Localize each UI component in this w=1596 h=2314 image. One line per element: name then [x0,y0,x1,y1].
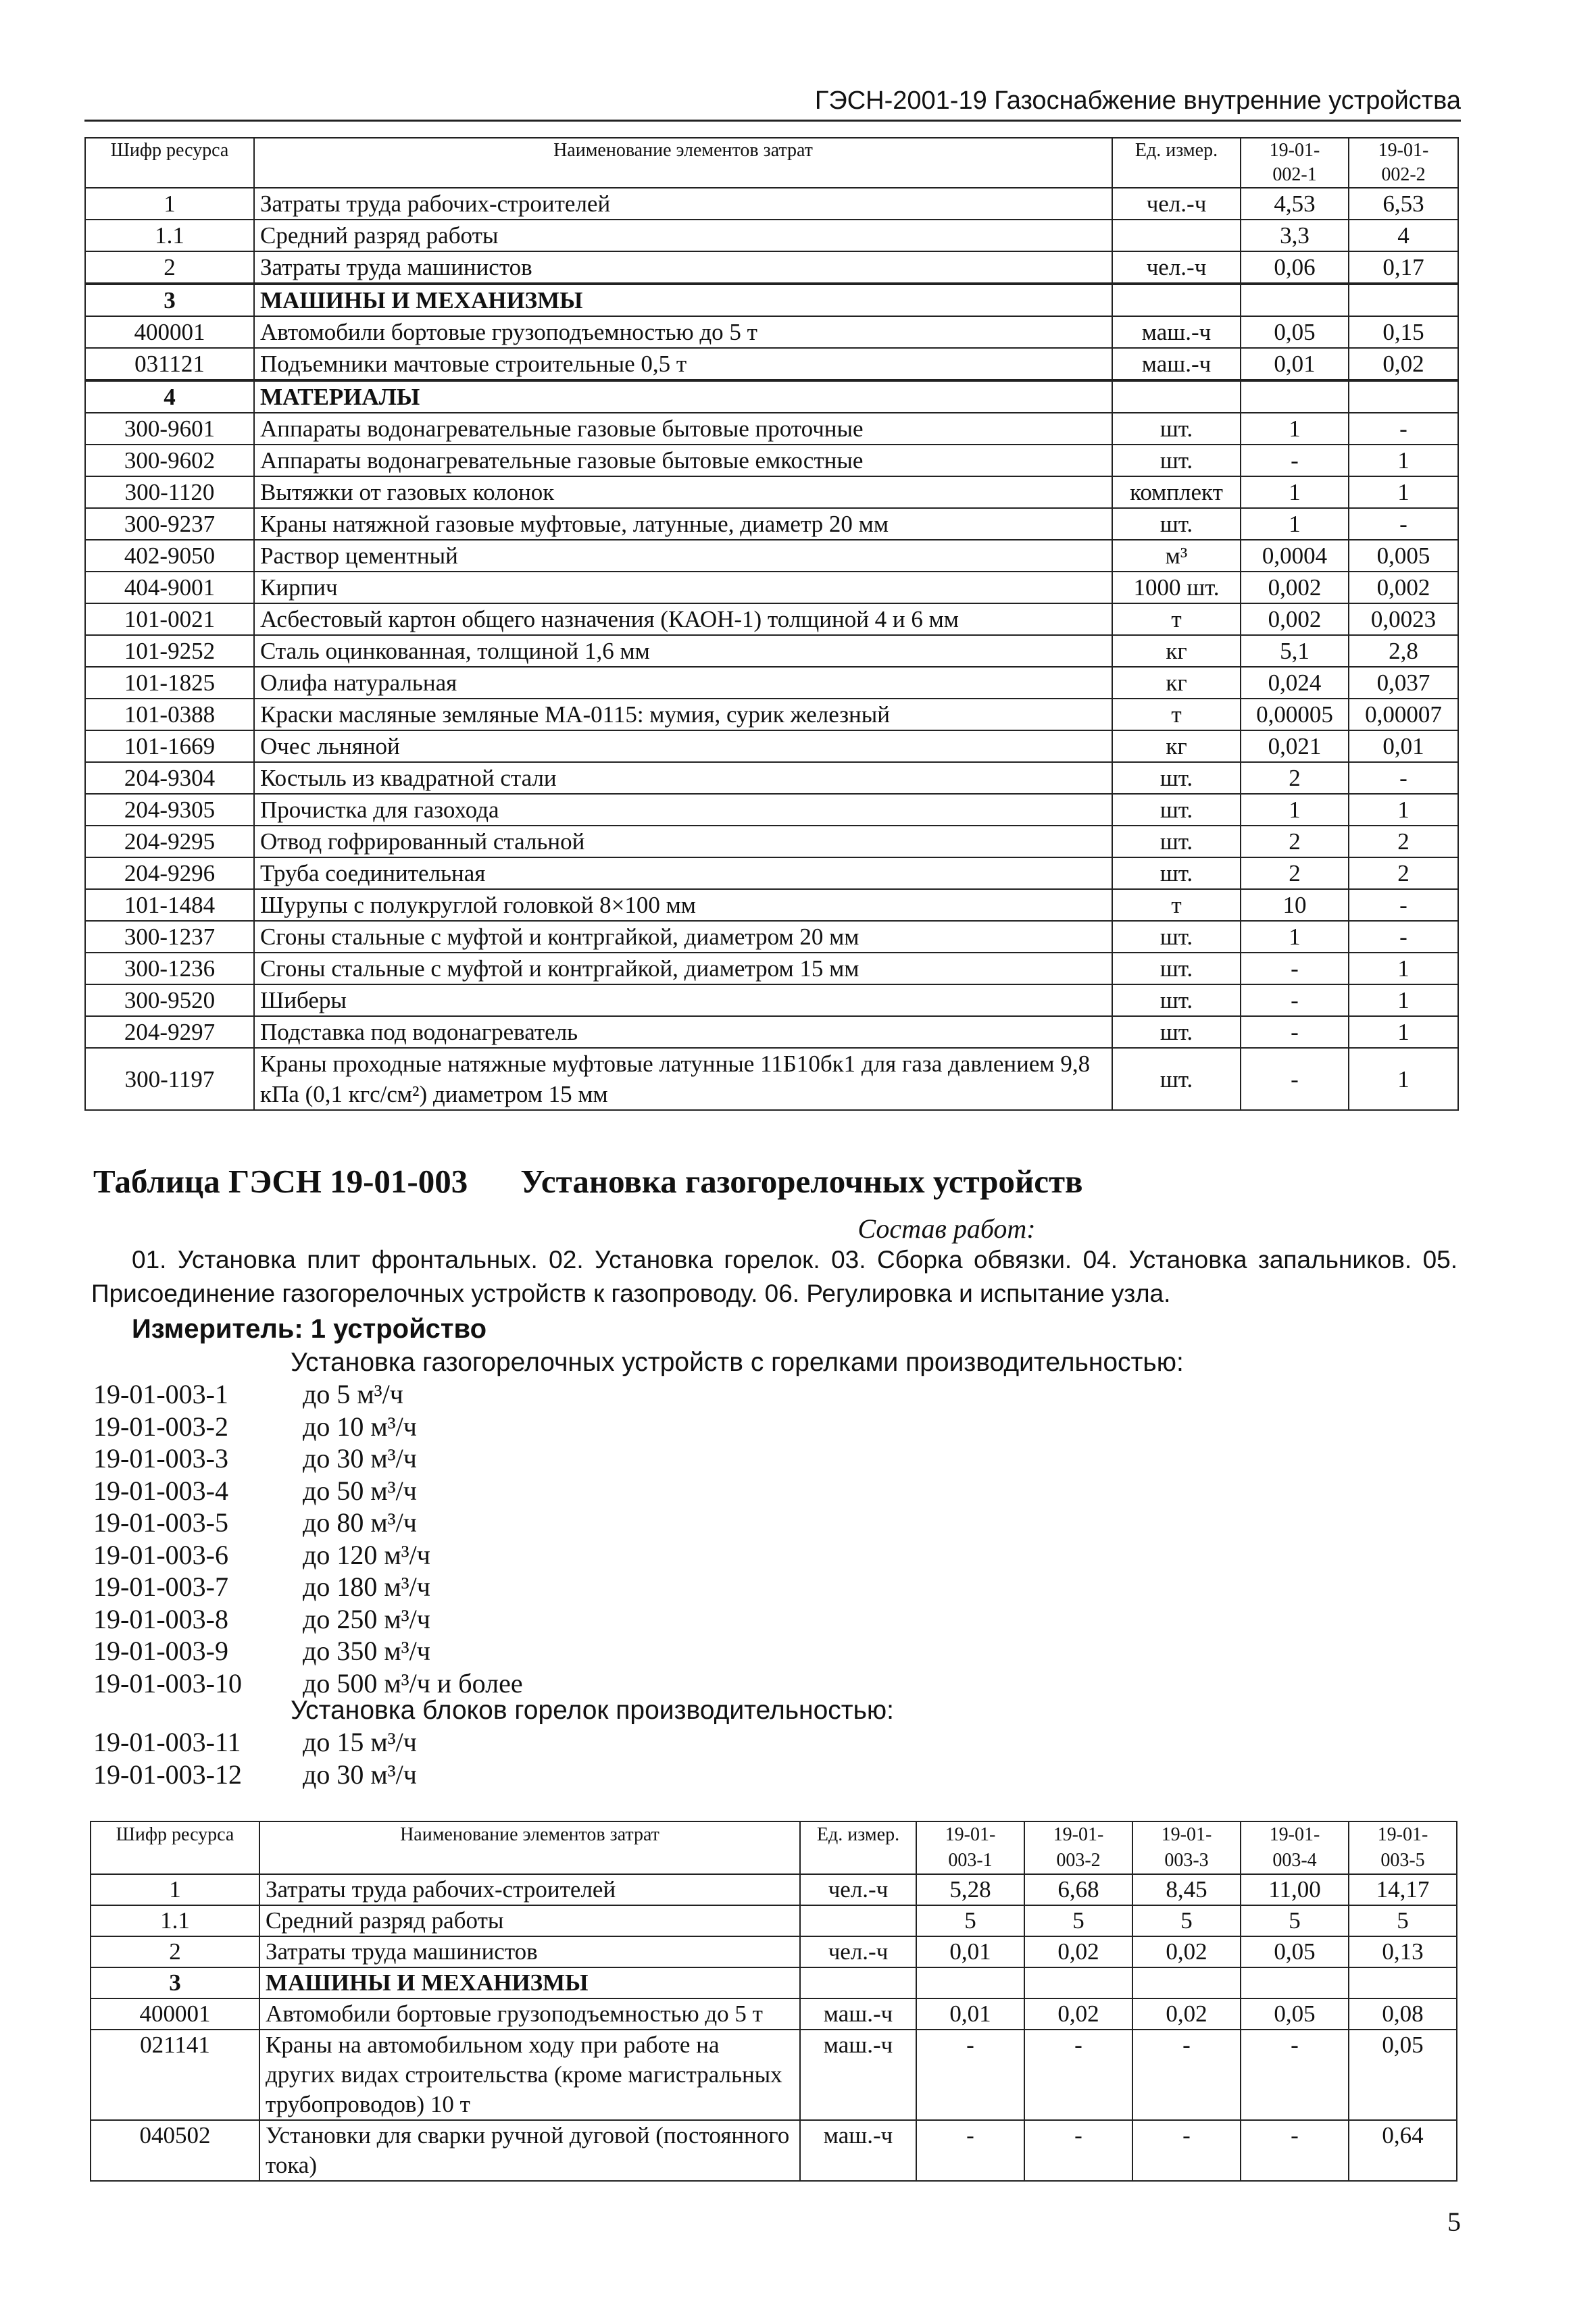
norm-item [93,1635,430,1667]
norm-capacity: до 500 м³/ч и более [303,1667,523,1699]
norm-value [1024,1967,1132,1998]
norm-value-1: - [1241,1048,1349,1110]
norm-value: - [1241,2030,1349,2120]
resource-name: Прочистка для газохода [254,794,1112,826]
norm-capacity: до 15 м³/ч [303,1727,417,1757]
norm-capacity: до 250 м³/ч [303,1603,430,1634]
norm-value-1: - [1241,984,1349,1016]
composition-text: 01. Установка плит фронтальных. 02. Установка горелок. 03. Сборка обвязки. 04. Установка запальников. 05. Присоединение газогорелочных устройств к газопроводу. 06. Регулировка и испытание узла. [91,1246,1457,1307]
norm-value-1: 10 [1241,889,1349,921]
running-header: ГЭСН-2001-19 Газоснабжение внутренние устройства [84,86,1461,122]
table-row [85,953,1458,984]
norm-value-1: 0,00005 [1241,699,1349,730]
resource-code: 300-9237 [85,508,254,540]
table-row [91,1998,1457,2030]
resource-name: Сгоны стальные с муфтой и контргайкой, диаметром 15 мм [254,953,1112,984]
resource-name: Аппараты водонагревательные газовые бытовые проточные [254,413,1112,445]
table-row [85,445,1458,476]
resource-code: 021141 [91,2030,259,2120]
table-row [85,540,1458,572]
unit: шт. [1112,1016,1241,1048]
column-header: 19-01- 003-3 [1132,1821,1241,1874]
resource-name: МАШИНЫ И МЕХАНИЗМЫ [259,1967,800,1998]
norm-value [1349,1967,1457,1998]
resource-code: 300-1237 [85,921,254,953]
unit [1112,284,1241,316]
unit: кг [1112,730,1241,762]
norm-capacity: до 50 м³/ч [303,1475,417,1506]
unit: кг [1112,635,1241,667]
resource-name: Затраты труда машинистов [254,251,1112,284]
resource-name: Краны на автомобильном ходу при работе на других видах строительства (кроме магистральных трубопроводов) 10 т [259,2030,800,2120]
unit: шт. [1112,762,1241,794]
section-row [85,380,1458,413]
column-header: 19-01- 003-4 [1241,1821,1349,1874]
table-row [85,251,1458,284]
unit: чел.-ч [800,1874,916,1905]
table-label: Таблица ГЭСН 19-01-003 [93,1163,468,1200]
norm-value: 0,01 [916,1936,1024,1967]
table-row [85,188,1458,220]
resource-code: 2 [91,1936,259,1967]
table-row [91,1936,1457,1967]
norm-item [93,1759,417,1790]
resource-code: 3 [85,284,254,316]
resource-name: Затраты труда рабочих-строителей [259,1874,800,1905]
table-row [85,699,1458,730]
resource-name: Шиберы [254,984,1112,1016]
resource-code: 101-1484 [85,889,254,921]
norm-value: 0,05 [1241,1936,1349,1967]
norm-item [93,1603,430,1635]
norm-code: 19-01-003-8 [93,1603,228,1634]
table-header-row [91,1821,1457,1874]
table-row [91,2030,1457,2120]
page-number: 5 [1447,2207,1461,2237]
norm-value-1: 1 [1241,476,1349,508]
resource-code: 101-9252 [85,635,254,667]
unit: т [1112,889,1241,921]
norm-item [93,1539,430,1571]
norm-value: 0,05 [1241,1998,1349,2030]
table-row [91,1905,1457,1936]
table-row [85,603,1458,635]
norm-code: 19-01-003-3 [93,1443,228,1474]
norm-capacity: до 80 м³/ч [303,1507,417,1538]
resource-name: Средний разряд работы [259,1905,800,1936]
norm-code: 19-01-003-10 [93,1667,242,1699]
resource-name: Установки для сварки ручной дуговой (постоянного тока) [259,2120,800,2181]
table-row [85,889,1458,921]
column-header: Шифр ресурса [91,1821,259,1874]
norm-value: - [1024,2030,1132,2120]
norm-value [1241,1967,1349,1998]
norm-value-2: 2,8 [1349,635,1458,667]
norm-value-2: 0,005 [1349,540,1458,572]
resource-name: Краны натяжной газовые муфтовые, латунные, диаметр 20 мм [254,508,1112,540]
table-row [85,635,1458,667]
norm-value-1: 0,0004 [1241,540,1349,572]
column-header: 19-01- 003-1 [916,1821,1024,1874]
resource-name: Очес льняной [254,730,1112,762]
norm-value-2: 1 [1349,1016,1458,1048]
unit: маш.-ч [800,2120,916,2181]
resource-code: 1.1 [91,1905,259,1936]
resource-code: 400001 [85,316,254,348]
norm-value-1: 0,01 [1241,348,1349,380]
resource-code: 300-1236 [85,953,254,984]
column-header-norm-2: 19-01- 002-2 [1349,138,1458,188]
norm-value: 6,68 [1024,1874,1132,1905]
resource-name: Кирпич [254,572,1112,603]
table-row [85,762,1458,794]
resource-code: 300-1120 [85,476,254,508]
unit: 1000 шт. [1112,572,1241,603]
unit [1112,220,1241,251]
column-header: Ед. измер. [800,1821,916,1874]
unit: шт. [1112,826,1241,857]
norm-value-2: - [1349,762,1458,794]
table-row [85,413,1458,445]
norm-value: - [916,2030,1024,2120]
unit: шт. [1112,921,1241,953]
resource-code: 101-1669 [85,730,254,762]
resource-code: 1 [91,1874,259,1905]
norm-value-2: 0,01 [1349,730,1458,762]
norm-value: - [1132,2030,1241,2120]
norm-value-2: 0,02 [1349,348,1458,380]
table-row [85,667,1458,699]
column-header-norm-1: 19-01- 002-1 [1241,138,1349,188]
table-row [85,316,1458,348]
norm-value-2 [1349,284,1458,316]
norm-value-2: - [1349,413,1458,445]
resource-name: МАТЕРИАЛЫ [254,380,1112,413]
norm-value: 5 [916,1905,1024,1936]
norm-code: 19-01-003-7 [93,1571,228,1602]
norm-value-1: 0,002 [1241,603,1349,635]
norm-value: 5 [1241,1905,1349,1936]
resource-code: 040502 [91,2120,259,2181]
unit [800,1905,916,1936]
unit: т [1112,603,1241,635]
norm-value-1: 0,05 [1241,316,1349,348]
group2-heading: Установка блоков горелок производительностью: [291,1696,895,1725]
norm-value: 5 [1132,1905,1241,1936]
resource-name: Подставка под водонагреватель [254,1016,1112,1048]
norm-value-2 [1349,380,1458,413]
norm-value-1: 4,53 [1241,188,1349,220]
resource-name: Подъемники мачтовые строительные 0,5 т [254,348,1112,380]
norm-value-2: 1 [1349,794,1458,826]
column-header-name: Наименование элементов затрат [254,138,1112,188]
unit: шт. [1112,445,1241,476]
resource-code: 101-0388 [85,699,254,730]
norm-item [93,1667,523,1699]
resource-name: Сгоны стальные с муфтой и контргайкой, диаметром 20 мм [254,921,1112,953]
column-header: Наименование элементов затрат [259,1821,800,1874]
unit: чел.-ч [1112,188,1241,220]
unit: маш.-ч [1112,348,1241,380]
resource-name: Автомобили бортовые грузоподъемностью до 5 т [259,1998,800,2030]
norm-value-2: 1 [1349,1048,1458,1110]
table-row [85,572,1458,603]
resource-code: 300-9601 [85,413,254,445]
norm-value-2: - [1349,889,1458,921]
norm-value-2: 0,037 [1349,667,1458,699]
table-row [85,826,1458,857]
norm-value-1 [1241,284,1349,316]
norm-value: 8,45 [1132,1874,1241,1905]
table-row [91,2120,1457,2181]
resource-code: 204-9305 [85,794,254,826]
resource-name: Средний разряд работы [254,220,1112,251]
norm-value: - [1024,2120,1132,2181]
unit: маш.-ч [800,1998,916,2030]
norm-value: 0,02 [1132,1936,1241,1967]
unit: кг [1112,667,1241,699]
norm-item [93,1378,403,1410]
unit [1112,380,1241,413]
resource-name: Раствор цементный [254,540,1112,572]
norm-value-2: 0,0023 [1349,603,1458,635]
resource-name: Автомобили бортовые грузоподъемностью до 5 т [254,316,1112,348]
norm-value: 0,02 [1024,1936,1132,1967]
resource-name: Сталь оцинкованная, толщиной 1,6 мм [254,635,1112,667]
norm-value-1: 1 [1241,794,1349,826]
resource-name: Краски масляные земляные МА-0115: мумия, сурик железный [254,699,1112,730]
resource-code: 101-1825 [85,667,254,699]
resource-code: 204-9297 [85,1016,254,1048]
norm-code: 19-01-003-1 [93,1379,228,1409]
table-row [85,220,1458,251]
norm-value-1: 2 [1241,857,1349,889]
table-row [91,1874,1457,1905]
section-row [85,284,1458,316]
norm-value: 5 [1349,1905,1457,1936]
table-row [85,476,1458,508]
table-row [85,794,1458,826]
table-row [85,508,1458,540]
resource-name: Аппараты водонагревательные газовые бытовые емкостные [254,445,1112,476]
group1-heading: Установка газогорелочных устройств с горелками производительностью: [291,1348,1184,1377]
norm-value: 0,01 [916,1998,1024,2030]
norm-code: 19-01-003-11 [93,1727,241,1757]
norm-value-2: - [1349,921,1458,953]
norm-value-1: 1 [1241,413,1349,445]
column-header: 19-01- 003-5 [1349,1821,1457,1874]
table-row [85,1016,1458,1048]
norm-value: - [916,2120,1024,2181]
norm-value-1: 0,002 [1241,572,1349,603]
norm-value: 11,00 [1241,1874,1349,1905]
resource-name: Вытяжки от газовых колонок [254,476,1112,508]
resource-name: Шурупы с полукруглой головкой 8×100 мм [254,889,1112,921]
norm-value-2: 0,002 [1349,572,1458,603]
norm-capacity: до 10 м³/ч [303,1411,417,1442]
resource-code: 300-1197 [85,1048,254,1110]
resource-code: 300-9602 [85,445,254,476]
unit: м³ [1112,540,1241,572]
norm-value: 5,28 [916,1874,1024,1905]
unit: чел.-ч [800,1936,916,1967]
norm-value-2: - [1349,508,1458,540]
norm-code: 19-01-003-4 [93,1475,228,1506]
column-header: 19-01- 003-2 [1024,1821,1132,1874]
composition-title: Состав работ: [857,1213,1036,1244]
resource-code: 400001 [91,1998,259,2030]
norm-value-1: 0,021 [1241,730,1349,762]
resource-name: Труба соединительная [254,857,1112,889]
column-header-code: Шифр ресурса [85,138,254,188]
norm-value [1132,1967,1241,1998]
table-row [85,348,1458,380]
norm-value: 0,05 [1349,2030,1457,2120]
resource-name: Краны проходные натяжные муфтовые латунные 11Б10бк1 для газа давлением 9,8 кПа (0,1 кгс/см²) диаметром 15 мм [254,1048,1112,1110]
norm-value-1: 3,3 [1241,220,1349,251]
unit: маш.-ч [1112,316,1241,348]
resource-code: 300-9520 [85,984,254,1016]
norm-capacity: до 180 м³/ч [303,1571,430,1602]
norm-value-2: 0,15 [1349,316,1458,348]
resource-name: Олифа натуральная [254,667,1112,699]
table-row [85,984,1458,1016]
norm-code: 19-01-003-5 [93,1507,228,1538]
table-row [85,1048,1458,1110]
table-title: Установка газогорелочных устройств [520,1163,1083,1200]
norm-item [93,1411,417,1442]
norm-value: 14,17 [1349,1874,1457,1905]
norm-capacity: до 120 м³/ч [303,1539,430,1570]
resource-name: Затраты труда рабочих-строителей [254,188,1112,220]
unit: шт. [1112,1048,1241,1110]
norm-capacity: до 5 м³/ч [303,1379,403,1409]
norm-capacity: до 350 м³/ч [303,1636,430,1666]
unit: т [1112,699,1241,730]
resource-code: 204-9296 [85,857,254,889]
resource-name: Асбестовый картон общего назначения (КАОН-1) толщиной 4 и 6 мм [254,603,1112,635]
table-row [85,857,1458,889]
table-row [85,730,1458,762]
norm-value: 0,13 [1349,1936,1457,1967]
norm-value-1 [1241,380,1349,413]
norm-value-1: - [1241,953,1349,984]
norm-code: 19-01-003-9 [93,1636,228,1666]
resource-code: 204-9304 [85,762,254,794]
norm-value-1: 1 [1241,921,1349,953]
norm-item [93,1571,430,1603]
norm-value: - [1132,2120,1241,2181]
resource-code: 204-9295 [85,826,254,857]
resource-code: 1.1 [85,220,254,251]
norm-value-1: 0,06 [1241,251,1349,284]
table-header-row [85,138,1458,188]
norm-value-2: 0,17 [1349,251,1458,284]
resource-code: 402-9050 [85,540,254,572]
norm-capacity: до 30 м³/ч [303,1759,417,1790]
table-row [85,921,1458,953]
norm-code: 19-01-003-12 [93,1759,242,1790]
norm-code: 19-01-003-6 [93,1539,228,1570]
norm-item [93,1475,417,1507]
norm-item [93,1726,417,1758]
unit: шт. [1112,794,1241,826]
unit: шт. [1112,857,1241,889]
resource-code: 3 [91,1967,259,1998]
resource-code: 101-0021 [85,603,254,635]
resource-name: Костыль из квадратной стали [254,762,1112,794]
norm-value-2: 1 [1349,953,1458,984]
norm-value-1: - [1241,1016,1349,1048]
unit: чел.-ч [1112,251,1241,284]
resource-table-19-01-002 [84,137,1459,1111]
norm-value: 0,64 [1349,2120,1457,2181]
unit: шт. [1112,953,1241,984]
resource-name: Затраты труда машинистов [259,1936,800,1967]
resource-code: 2 [85,251,254,284]
norm-value: 0,08 [1349,1998,1457,2030]
norm-value-2: 1 [1349,476,1458,508]
norm-value-2: 0,00007 [1349,699,1458,730]
norm-value-1: 5,1 [1241,635,1349,667]
norm-item [93,1507,417,1538]
norm-value: 5 [1024,1905,1132,1936]
norm-value-2: 2 [1349,857,1458,889]
norm-value-2: 2 [1349,826,1458,857]
norm-value-1: 0,024 [1241,667,1349,699]
norm-code: 19-01-003-2 [93,1411,228,1442]
unit [800,1967,916,1998]
norm-value-1: - [1241,445,1349,476]
norm-value-2: 1 [1349,445,1458,476]
meter: Измеритель: 1 устройство [132,1314,487,1344]
resource-name: Отвод гофрированный стальной [254,826,1112,857]
table-title-row [93,1162,1083,1201]
norm-item [93,1442,417,1474]
norm-value-2: 6,53 [1349,188,1458,220]
resource-code: 4 [85,380,254,413]
resource-code: 031121 [85,348,254,380]
unit: шт. [1112,508,1241,540]
unit: комплект [1112,476,1241,508]
norm-value-1: 2 [1241,826,1349,857]
norm-value-1: 2 [1241,762,1349,794]
norm-capacity: до 30 м³/ч [303,1443,417,1474]
resource-name: МАШИНЫ И МЕХАНИЗМЫ [254,284,1112,316]
norm-value-1: 1 [1241,508,1349,540]
resource-table-19-01-003 [90,1821,1457,2182]
norm-value [916,1967,1024,1998]
resource-code: 1 [85,188,254,220]
unit: шт. [1112,413,1241,445]
column-header-unit: Ед. измер. [1112,138,1241,188]
norm-value: 0,02 [1132,1998,1241,2030]
unit: шт. [1112,984,1241,1016]
resource-code: 404-9001 [85,572,254,603]
norm-value-2: 1 [1349,984,1458,1016]
norm-value: 0,02 [1024,1998,1132,2030]
section-row [91,1967,1457,1998]
norm-value-2: 4 [1349,220,1458,251]
unit: маш.-ч [800,2030,916,2120]
norm-value: - [1241,2120,1349,2181]
